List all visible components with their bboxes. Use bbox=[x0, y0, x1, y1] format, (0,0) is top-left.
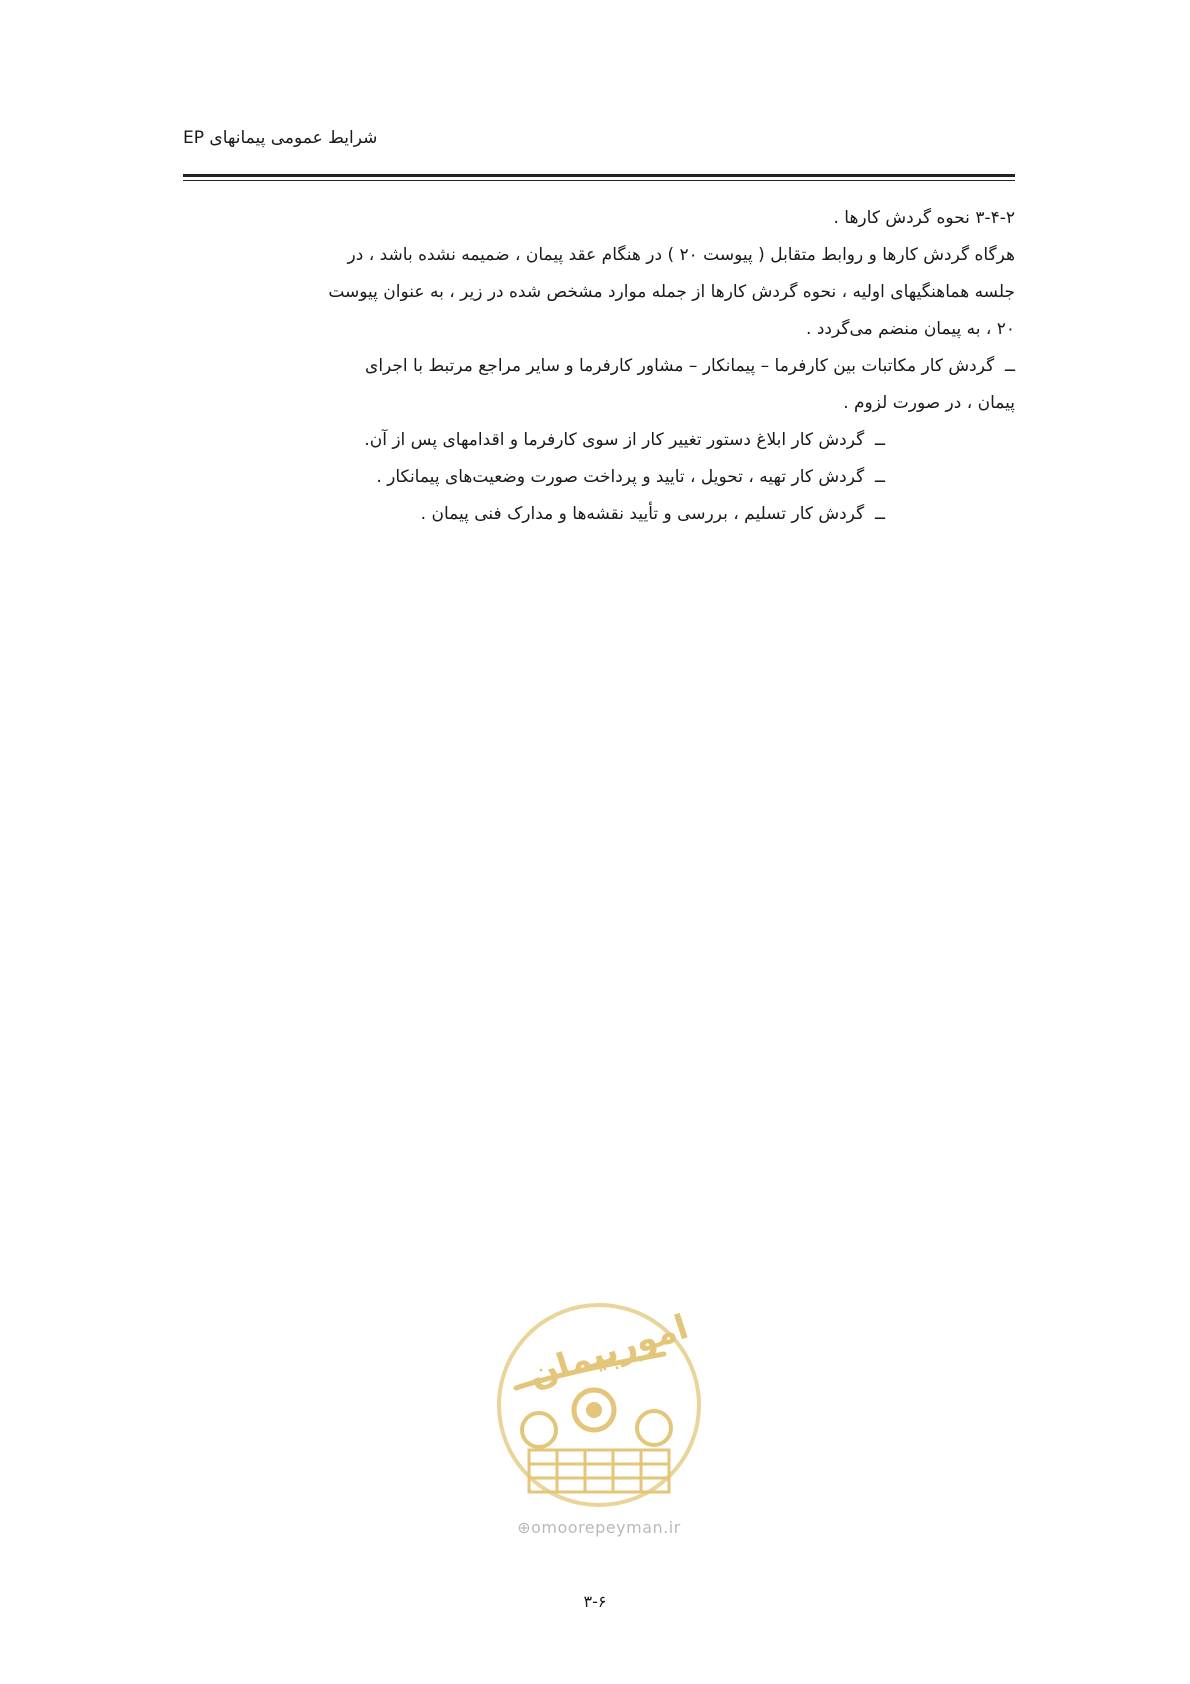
intro-paragraph-line-3: ۲۰ ، به پیمان منضم می‌گردد . bbox=[806, 319, 1015, 339]
bullet-item-4-text: گردش کار تسلیم ، بررسی و تأیید نقشه‌ها و مدارک فنی پیمان . bbox=[420, 504, 865, 524]
bullet-item-3 bbox=[183, 459, 1015, 496]
bullet-item-2-text: گردش کار ابلاغ دستور تغییر کار از سوی کارفرما و اقدامهای پس از آن. bbox=[364, 430, 865, 450]
bullet-marker: ــ bbox=[875, 467, 885, 487]
bullet-item-3-text: گردش کار تهیه ، تحویل ، تایید و پرداخت صورت وضعیت‌های پیمانکار . bbox=[376, 467, 865, 487]
main-content bbox=[183, 200, 1015, 533]
intro-paragraph-line-2: جلسه هماهنگیهای اولیه ، نحوه گردش کارها از جمله موارد مشخص شده در زیر ، به عنوان پیوست bbox=[328, 282, 1015, 302]
header-rule-thick bbox=[183, 174, 1015, 177]
bullet-item-4 bbox=[183, 496, 1015, 533]
page-number: ۳-۶ bbox=[583, 1592, 607, 1611]
globe-icon: ⊕ bbox=[517, 1518, 532, 1537]
watermark-logo-icon bbox=[494, 1300, 704, 1510]
section-heading: ۳-۴-۲ نحوه گردش کارها . bbox=[833, 208, 1015, 228]
bullet-marker: ــ bbox=[875, 430, 885, 450]
bullet-marker: ــ bbox=[1005, 356, 1015, 376]
bullet-item-2 bbox=[183, 422, 1015, 459]
watermark-website bbox=[494, 1518, 704, 1537]
intro-paragraph-line-1: هرگاه گردش کارها و روابط متقابل ( پیوست ۲۰ ) در هنگام عقد پیمان ، ضمیمه نشده باشد ، در bbox=[347, 245, 1015, 265]
header-rule-thin bbox=[183, 180, 1015, 181]
bullet-item-1-line-2: پیمان ، در صورت لزوم . bbox=[843, 393, 1015, 413]
watermark-website-text: omoorepeyman.ir bbox=[531, 1518, 681, 1537]
page-header-title: شرایط عمومی پیمانهای EP bbox=[183, 128, 378, 148]
bullet-item-1-line-1: گردش کار مکاتبات بین کارفرما – پیمانکار – مشاور کارفرما و سایر مراجع مرتبط با اجرای bbox=[365, 356, 995, 376]
bullet-item-1 bbox=[183, 348, 1015, 385]
watermark-logo-text: امورپیمان bbox=[524, 1307, 694, 1397]
bullet-marker: ــ bbox=[875, 504, 885, 524]
